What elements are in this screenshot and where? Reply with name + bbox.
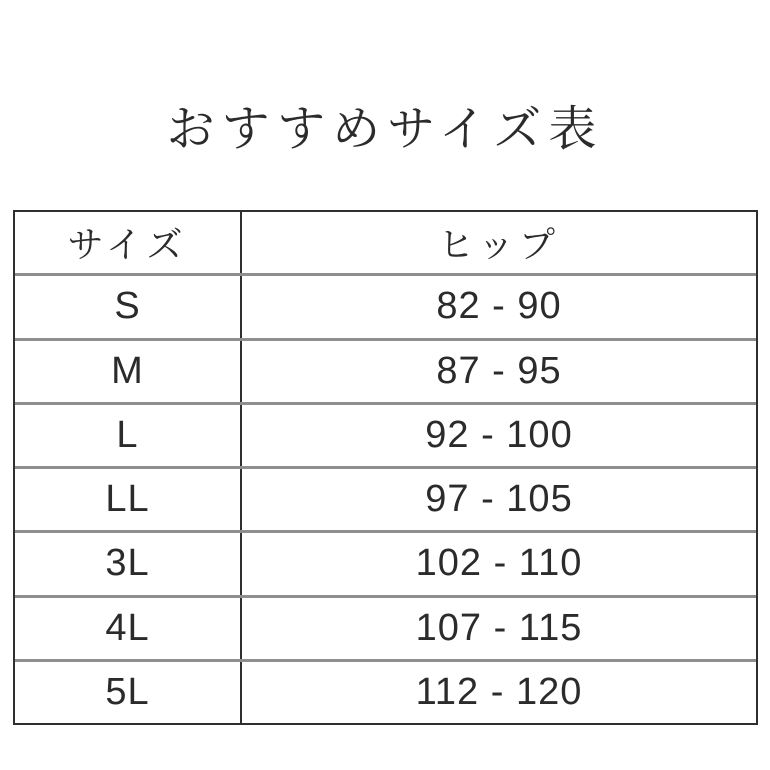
hip-cell: 97 - 105	[425, 478, 573, 521]
hip-cell: 112 - 120	[415, 670, 583, 713]
table-row	[15, 402, 756, 466]
page-title: おすすめサイズ表	[166, 103, 604, 156]
hip-cell: 102 - 110	[415, 542, 583, 585]
size-cell: S	[15, 276, 242, 337]
hip-cell: 107 - 115	[415, 606, 583, 649]
hip-cell: 87 - 95	[436, 349, 562, 392]
column-header-size: サイズ	[15, 212, 242, 273]
size-table	[13, 210, 758, 725]
hip-cell: 92 - 100	[425, 413, 573, 456]
table-row	[15, 530, 756, 594]
size-cell: M	[15, 341, 242, 402]
column-header-hip: ヒップ	[438, 224, 560, 266]
hip-cell: 82 - 90	[436, 285, 562, 328]
table-row	[15, 466, 756, 530]
table-row	[15, 659, 756, 723]
table-row	[15, 273, 756, 337]
table-row	[15, 338, 756, 402]
size-cell: LL	[15, 469, 242, 530]
size-cell: 5L	[15, 662, 242, 723]
table-row	[15, 595, 756, 659]
size-cell: 4L	[15, 598, 242, 659]
size-cell: 3L	[15, 533, 242, 594]
size-cell: L	[15, 405, 242, 466]
table-header-row	[15, 212, 756, 273]
